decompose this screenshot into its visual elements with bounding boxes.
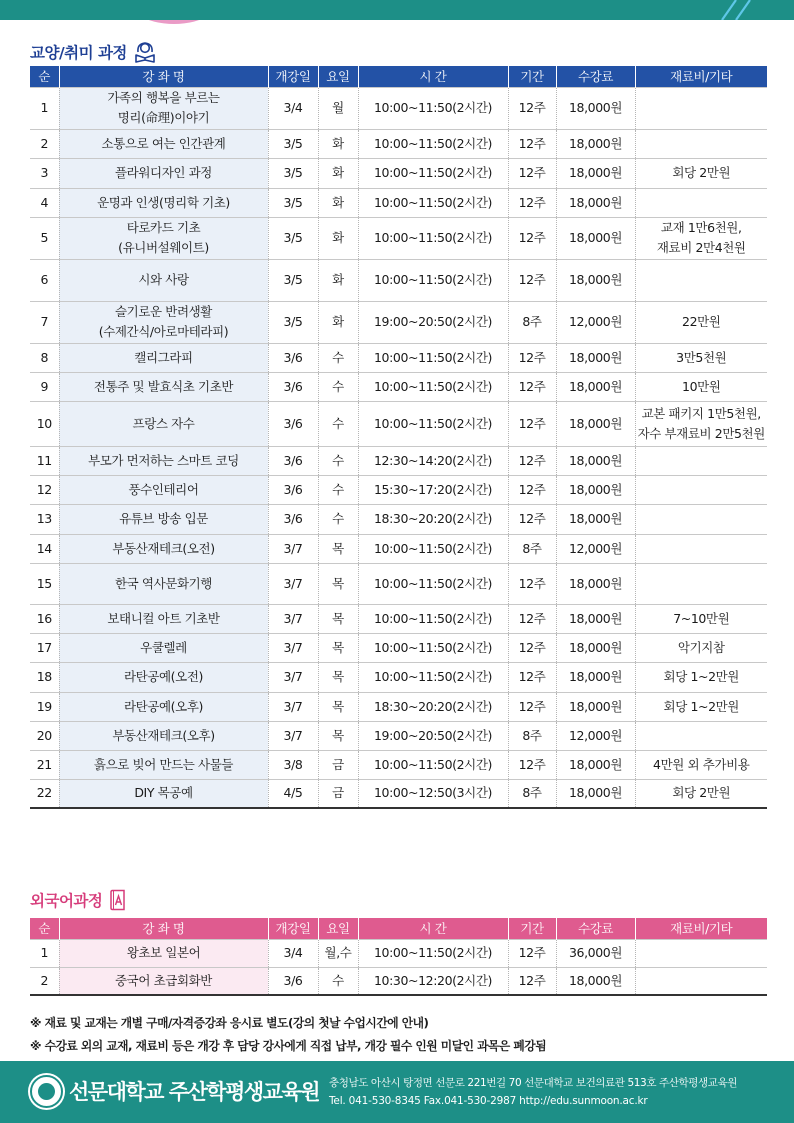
cell-extra (635, 446, 767, 475)
cell-start-date: 3/6 (268, 401, 318, 446)
cell-no: 17 (30, 633, 59, 662)
cell-extra (635, 217, 767, 259)
cell-no: 7 (30, 301, 59, 343)
column-header-extra: 재료비/기타 (635, 66, 767, 87)
cell-no: 2 (30, 129, 59, 158)
cell-time: 10:00~11:50(2시간) (358, 158, 508, 188)
cell-extra (635, 604, 767, 633)
cell-day: 금 (318, 779, 358, 808)
cell-day: 수 (318, 967, 358, 995)
cell-no: 20 (30, 721, 59, 750)
cell-course-name-line: 풍수인테리어 (128, 481, 199, 497)
cell-day: 수 (318, 343, 358, 372)
cell-course-name-line: 우쿨렐레 (140, 639, 187, 655)
cell-fee: 12,000원 (556, 534, 635, 563)
footer (0, 1061, 794, 1123)
cell-time: 10:00~11:50(2시간) (358, 129, 508, 158)
cell-fee: 18,000원 (556, 188, 635, 217)
cell-day: 월 (318, 87, 358, 129)
cell-fee: 18,000원 (556, 967, 635, 995)
cell-fee: 18,000원 (556, 779, 635, 808)
cell-extra-line: 7~10만원 (673, 610, 730, 626)
cell-day: 수 (318, 401, 358, 446)
cell-course-name (59, 129, 268, 158)
cell-course-name-line: 운명과 인생(명리학 기초) (97, 194, 230, 210)
cell-extra (635, 504, 767, 534)
table-header-row (30, 66, 767, 87)
cell-day: 목 (318, 534, 358, 563)
cell-course-name (59, 217, 268, 259)
cell-time: 10:00~11:50(2시간) (358, 87, 508, 129)
cell-course-name (59, 662, 268, 692)
cell-time: 10:30~12:20(2시간) (358, 967, 508, 995)
cell-fee: 18,000원 (556, 563, 635, 604)
cell-extra (635, 475, 767, 504)
column-header-start: 개강일 (268, 66, 318, 87)
cell-course-name-line: 타로카드 기초 (126, 220, 201, 235)
cell-fee: 18,000원 (556, 604, 635, 633)
cell-course-name (59, 604, 268, 633)
cell-course-name-line: 라탄공예(오후) (123, 698, 203, 714)
cell-start-date: 3/7 (268, 692, 318, 721)
cell-no: 1 (30, 87, 59, 129)
footer-contact: Tel. 041-530-8345 Fax.041-530-2987 http://edu.sunmoon.ac.kr (329, 1095, 648, 1107)
cell-course-name-line: 흙으로 빚어 만드는 사물들 (93, 756, 234, 772)
cell-fee: 18,000원 (556, 504, 635, 534)
cell-time: 15:30~17:20(2시간) (358, 475, 508, 504)
cell-course-name (59, 446, 268, 475)
cell-extra (635, 563, 767, 604)
cell-course-name (59, 372, 268, 401)
table-row (30, 939, 767, 967)
cell-start-date: 3/5 (268, 188, 318, 217)
cell-time: 10:00~11:50(2시간) (358, 343, 508, 372)
cell-extra (635, 87, 767, 129)
cell-time: 10:00~12:50(3시간) (358, 779, 508, 808)
cell-no: 1 (30, 939, 59, 967)
cell-time: 10:00~11:50(2시간) (358, 534, 508, 563)
table-row (30, 604, 767, 633)
cell-extra-line: 교본 패키지 1만5천원, (641, 405, 761, 421)
cell-fee: 18,000원 (556, 158, 635, 188)
cell-time: 10:00~11:50(2시간) (358, 662, 508, 692)
cell-extra (635, 692, 767, 721)
cell-extra-line: 교재 1만6천원, (660, 220, 742, 235)
cell-start-date: 3/6 (268, 475, 318, 504)
cell-no: 16 (30, 604, 59, 633)
university-emblem-icon (30, 1075, 63, 1108)
cell-start-date: 3/7 (268, 721, 318, 750)
cell-time: 10:00~11:50(2시간) (358, 633, 508, 662)
cell-no: 9 (30, 372, 59, 401)
notes (30, 1012, 546, 1058)
cell-day: 수 (318, 504, 358, 534)
cell-day: 화 (318, 259, 358, 301)
cell-day: 화 (318, 188, 358, 217)
cell-start-date: 3/6 (268, 343, 318, 372)
cell-course-name (59, 158, 268, 188)
cell-start-date: 3/6 (268, 967, 318, 995)
table-row (30, 692, 767, 721)
cell-no: 14 (30, 534, 59, 563)
cell-no: 4 (30, 188, 59, 217)
cell-no: 12 (30, 475, 59, 504)
cell-extra (635, 662, 767, 692)
cell-course-name-line: 왕초보 일본어 (126, 945, 201, 960)
column-header-time: 시 간 (358, 918, 508, 939)
cell-start-date: 3/7 (268, 534, 318, 563)
diagonal-lines-icon (714, 0, 754, 20)
cell-extra-line: 악기지참 (677, 639, 725, 655)
cell-time: 12:30~14:20(2시간) (358, 446, 508, 475)
table-row (30, 188, 767, 217)
table-row (30, 721, 767, 750)
cell-course-name (59, 692, 268, 721)
cell-time: 10:00~11:50(2시간) (358, 604, 508, 633)
cell-period: 12주 (508, 401, 556, 446)
cell-fee: 18,000원 (556, 217, 635, 259)
org-name: 선문대학교 주산학평생교육원 (69, 1080, 320, 1104)
cell-time: 10:00~11:50(2시간) (358, 563, 508, 604)
cell-course-name-line: 라탄공예(오전) (123, 669, 203, 684)
table-row (30, 534, 767, 563)
cell-period: 12주 (508, 372, 556, 401)
cell-fee: 12,000원 (556, 721, 635, 750)
cell-extra-line: 22만원 (682, 314, 721, 329)
cell-extra-line: 재료비 2만4천원 (656, 240, 746, 255)
column-header-day: 요일 (318, 66, 358, 87)
cell-day: 화 (318, 217, 358, 259)
cell-period: 12주 (508, 633, 556, 662)
cell-extra (635, 372, 767, 401)
cell-period: 12주 (508, 158, 556, 188)
cell-time: 10:00~11:50(2시간) (358, 217, 508, 259)
cell-extra-line: 회당 2만원 (672, 785, 731, 801)
cell-course-name (59, 87, 268, 129)
section-title-hobby (30, 40, 157, 64)
cell-period: 8주 (508, 301, 556, 343)
cell-course-name-line: 프랑스 자수 (132, 415, 195, 431)
cell-day: 금 (318, 750, 358, 779)
cell-course-name-line: 전통주 및 발효식초 기초반 (93, 378, 234, 394)
cell-course-name (59, 504, 268, 534)
cell-period: 12주 (508, 343, 556, 372)
cell-fee: 18,000원 (556, 129, 635, 158)
cell-period: 8주 (508, 779, 556, 808)
cell-start-date: 3/8 (268, 750, 318, 779)
cell-day: 목 (318, 563, 358, 604)
cell-start-date: 4/5 (268, 779, 318, 808)
cell-extra (635, 721, 767, 750)
cell-course-name (59, 721, 268, 750)
cell-extra-line: 10만원 (682, 378, 721, 394)
cell-fee: 12,000원 (556, 301, 635, 343)
cell-extra (635, 534, 767, 563)
cell-no: 15 (30, 563, 59, 604)
cell-extra (635, 967, 767, 995)
cell-period: 12주 (508, 87, 556, 129)
cell-period: 12주 (508, 129, 556, 158)
top-banner (0, 0, 794, 20)
cell-time: 10:00~11:50(2시간) (358, 939, 508, 967)
section-title-text: 교양/취미 과정 (30, 44, 127, 62)
cell-period: 12주 (508, 750, 556, 779)
cell-course-name-line: 소통으로 여는 인간관계 (101, 135, 226, 151)
cell-no: 6 (30, 259, 59, 301)
table-row (30, 129, 767, 158)
cell-course-name (59, 188, 268, 217)
note-line: ※ 수강료 외의 교재, 재료비 등은 개강 후 담당 강사에게 직접 납부, 개강 필수 인원 미달인 과목은 폐강됨 (30, 1039, 547, 1053)
cell-course-name-line: (유니버설웨이트) (118, 240, 209, 255)
cell-course-name (59, 967, 268, 995)
cell-start-date: 3/7 (268, 604, 318, 633)
cell-time: 10:00~11:50(2시간) (358, 372, 508, 401)
cell-course-name-line: 한국 역사문화기행 (115, 575, 212, 591)
cell-course-name (59, 475, 268, 504)
cell-course-name-line: 부모가 먼저하는 스마트 코딩 (88, 452, 239, 468)
cell-day: 목 (318, 633, 358, 662)
column-header-day: 요일 (318, 918, 358, 939)
cell-period: 12주 (508, 692, 556, 721)
cell-extra (635, 343, 767, 372)
cell-period: 12주 (508, 662, 556, 692)
table-row (30, 475, 767, 504)
cell-course-name-line: 유튜브 방송 입문 (119, 511, 208, 526)
cell-no: 18 (30, 662, 59, 692)
cell-start-date: 3/5 (268, 259, 318, 301)
cell-course-name-line: 명리(命理)이야기 (117, 110, 210, 125)
column-header-no: 순 (30, 66, 59, 87)
cell-fee: 18,000원 (556, 692, 635, 721)
cell-extra (635, 401, 767, 446)
cell-course-name (59, 633, 268, 662)
cell-course-name-line: 부동산재테크(오전) (112, 540, 215, 556)
cell-course-name-line: 보태니컬 아트 기초반 (107, 610, 220, 626)
cell-start-date: 3/5 (268, 217, 318, 259)
cell-course-name (59, 779, 268, 808)
cell-day: 화 (318, 158, 358, 188)
cell-time: 10:00~11:50(2시간) (358, 188, 508, 217)
cell-period: 12주 (508, 967, 556, 995)
cell-extra-line: 3만5천원 (676, 349, 727, 365)
cell-no: 11 (30, 446, 59, 475)
column-header-fee: 수강료 (556, 66, 635, 87)
cell-time: 10:00~11:50(2시간) (358, 401, 508, 446)
table-row (30, 372, 767, 401)
table-row (30, 401, 767, 446)
cell-start-date: 3/6 (268, 446, 318, 475)
cell-day: 수 (318, 475, 358, 504)
cell-start-date: 3/6 (268, 504, 318, 534)
cell-fee: 18,000원 (556, 662, 635, 692)
cell-course-name (59, 534, 268, 563)
cell-no: 22 (30, 779, 59, 808)
cell-day: 목 (318, 721, 358, 750)
cell-start-date: 3/6 (268, 372, 318, 401)
cell-no: 13 (30, 504, 59, 534)
cell-fee: 18,000원 (556, 343, 635, 372)
cell-course-name-line: 플라워디자인 과정 (115, 165, 212, 180)
cell-fee: 18,000원 (556, 446, 635, 475)
cell-fee: 18,000원 (556, 259, 635, 301)
cell-fee: 18,000원 (556, 87, 635, 129)
cell-fee: 18,000원 (556, 633, 635, 662)
cell-no: 19 (30, 692, 59, 721)
column-header-name: 강 좌 명 (59, 66, 268, 87)
table-row (30, 87, 767, 129)
cell-start-date: 3/5 (268, 129, 318, 158)
cell-fee: 18,000원 (556, 401, 635, 446)
cell-start-date: 3/4 (268, 939, 318, 967)
cell-day: 수 (318, 446, 358, 475)
cell-course-name-line: 부동산재테크(오후) (112, 727, 215, 743)
column-header-no: 순 (30, 918, 59, 939)
cell-day: 화 (318, 301, 358, 343)
table-row (30, 779, 767, 808)
cell-extra (635, 301, 767, 343)
column-header-start: 개강일 (268, 918, 318, 939)
column-header-fee: 수강료 (556, 918, 635, 939)
cell-period: 8주 (508, 721, 556, 750)
cell-course-name (59, 563, 268, 604)
table-row (30, 301, 767, 343)
cell-period: 12주 (508, 259, 556, 301)
cell-extra (635, 129, 767, 158)
cell-start-date: 3/7 (268, 563, 318, 604)
cell-no: 2 (30, 967, 59, 995)
table-row (30, 504, 767, 534)
cell-start-date: 3/7 (268, 662, 318, 692)
cell-time: 18:30~20:20(2시간) (358, 692, 508, 721)
cell-extra (635, 779, 767, 808)
cell-day: 목 (318, 604, 358, 633)
cell-course-name (59, 259, 268, 301)
cell-time: 18:30~20:20(2시간) (358, 504, 508, 534)
table-row (30, 217, 767, 259)
table-header-row (30, 918, 767, 939)
table-row (30, 343, 767, 372)
cell-period: 8주 (508, 534, 556, 563)
cell-course-name-line: 중국어 초급회화반 (115, 972, 212, 988)
cell-period: 12주 (508, 504, 556, 534)
cell-extra (635, 939, 767, 967)
cell-extra (635, 188, 767, 217)
note-line: ※ 재료 및 교재는 개별 구매/자격증강좌 응시료 별도(강의 첫날 수업시간에 안내) (30, 1016, 429, 1030)
cell-extra (635, 158, 767, 188)
cell-period: 12주 (508, 217, 556, 259)
cell-extra (635, 633, 767, 662)
cell-extra-line: 4만원 외 추가비용 (653, 756, 750, 772)
cell-extra (635, 259, 767, 301)
cell-course-name-line: 가족의 행복을 부르는 (107, 90, 220, 105)
cell-start-date: 3/5 (268, 158, 318, 188)
cell-course-name (59, 401, 268, 446)
cell-time: 10:00~11:50(2시간) (358, 259, 508, 301)
cell-start-date: 3/7 (268, 633, 318, 662)
cell-start-date: 3/4 (268, 87, 318, 129)
hobby-course-table (30, 66, 767, 809)
cell-no: 21 (30, 750, 59, 779)
cell-day: 수 (318, 372, 358, 401)
cell-course-name-line: 캘리그라피 (134, 349, 193, 365)
cell-course-name-line: 슬기로운 반려생활 (115, 304, 212, 319)
cell-day: 월,수 (318, 939, 358, 967)
table-row (30, 563, 767, 604)
table-row (30, 158, 767, 188)
table-row (30, 446, 767, 475)
section-title-language (30, 888, 128, 912)
cell-extra-line: 회당 1~2만원 (663, 698, 739, 714)
cell-period: 12주 (508, 604, 556, 633)
cell-course-name-line: 시와 사랑 (138, 272, 189, 287)
cell-fee: 18,000원 (556, 372, 635, 401)
cell-period: 12주 (508, 446, 556, 475)
cell-fee: 18,000원 (556, 750, 635, 779)
cell-no: 5 (30, 217, 59, 259)
column-header-time: 시 간 (358, 66, 508, 87)
table-row (30, 633, 767, 662)
cell-course-name (59, 750, 268, 779)
table-row (30, 967, 767, 995)
cell-day: 화 (318, 129, 358, 158)
cell-period: 12주 (508, 563, 556, 604)
cell-fee: 18,000원 (556, 475, 635, 504)
cell-extra-line: 회당 2만원 (672, 165, 731, 180)
cell-day: 목 (318, 692, 358, 721)
column-header-name: 강 좌 명 (59, 918, 268, 939)
cell-day: 목 (318, 662, 358, 692)
cell-no: 3 (30, 158, 59, 188)
footer-address: 충청남도 아산시 탕정면 선문로 221번길 70 선문대학교 보건의료관 513호 주산학평생교육원 (329, 1077, 737, 1089)
cell-no: 8 (30, 343, 59, 372)
cell-course-name-line: (수제간식/아로마테라피) (98, 324, 229, 339)
cell-extra-line: 자수 부재료비 2만5천원 (637, 425, 765, 441)
cell-period: 12주 (508, 939, 556, 967)
cell-time: 19:00~20:50(2시간) (358, 721, 508, 750)
cell-course-name (59, 301, 268, 343)
cell-extra (635, 750, 767, 779)
column-header-period: 기간 (508, 66, 556, 87)
cell-course-name (59, 939, 268, 967)
language-course-table (30, 918, 767, 996)
table-row (30, 662, 767, 692)
cell-period: 12주 (508, 475, 556, 504)
cell-course-name-line: DIY 목공예 (134, 785, 193, 801)
column-header-extra: 재료비/기타 (635, 918, 767, 939)
cell-start-date: 3/5 (268, 301, 318, 343)
letter-a-book-icon (108, 889, 128, 911)
cell-time: 19:00~20:50(2시간) (358, 301, 508, 343)
cell-period: 12주 (508, 188, 556, 217)
cell-no: 10 (30, 401, 59, 446)
table-row (30, 259, 767, 301)
cell-fee: 36,000원 (556, 939, 635, 967)
cell-extra-line: 회당 1~2만원 (663, 669, 739, 684)
person-reading-icon (133, 41, 157, 63)
cell-time: 10:00~11:50(2시간) (358, 750, 508, 779)
table-row (30, 750, 767, 779)
cell-course-name (59, 343, 268, 372)
section-title-text: 외국어과정 (30, 892, 103, 910)
column-header-period: 기간 (508, 918, 556, 939)
